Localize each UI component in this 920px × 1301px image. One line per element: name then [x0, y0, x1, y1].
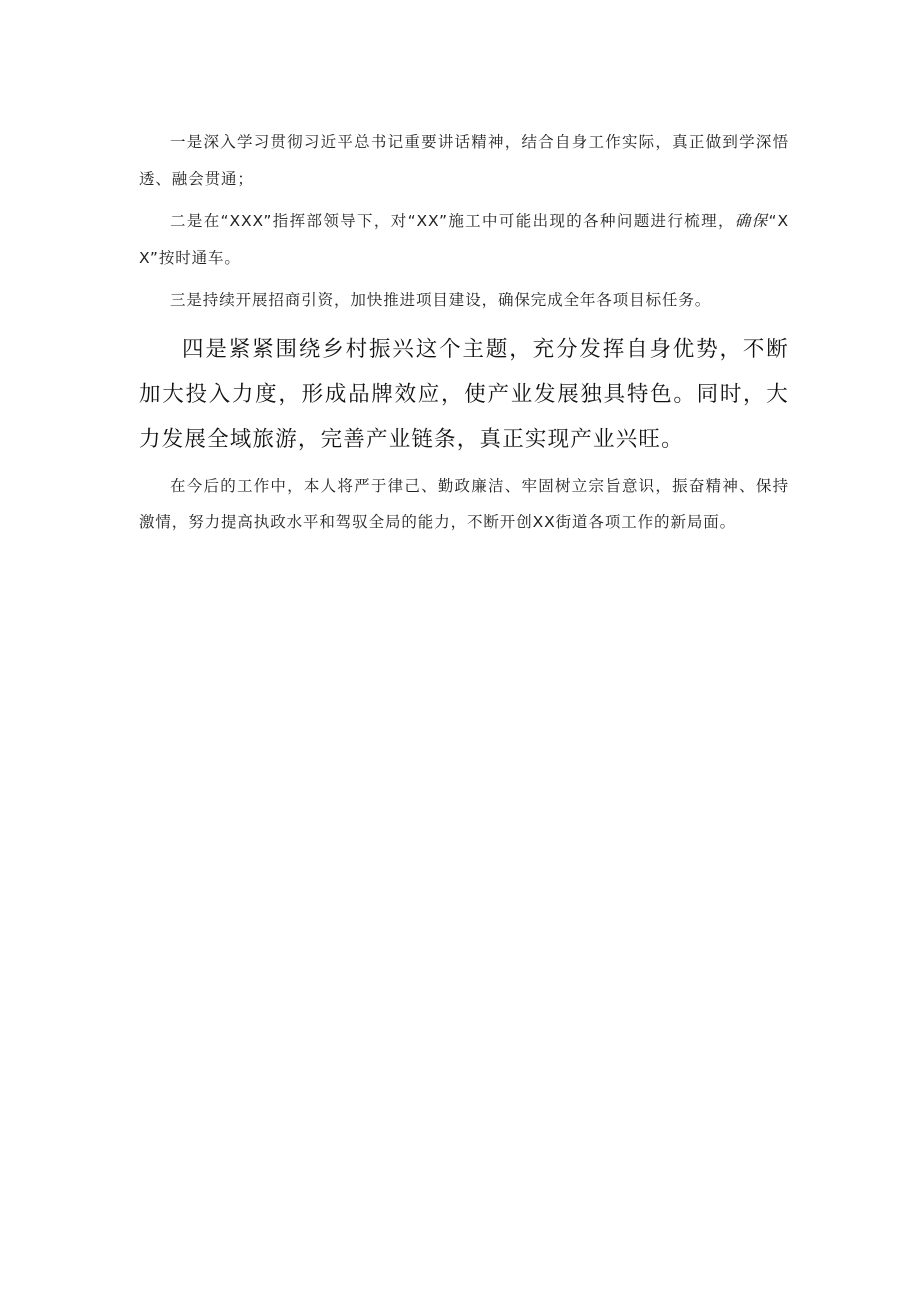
paragraph-study: 一是深入学习贯彻习近平总书记重要讲话精神，结合自身工作实际，真正做到学深悟透、融会贯通； [139, 133, 789, 188]
paragraph-construction-text: 二是在“XXX”指挥部领导下，对“XX”施工中可能出现的各种问题进行梳理， [170, 212, 735, 230]
paragraph-rural-revitalization: 四是紧紧围绕乡村振兴这个主题，充分发挥自身优势，不断加大投入力度，形成品牌效应，使产业发展独具特色。同时，大力发展全域旅游，完善产业链条，真正实现产业兴旺。 [139, 336, 789, 452]
paragraph-future-work: 在今后的工作中，本人将严于律己、勤政廉洁、牢固树立宗旨意识，振奋精神、保持激情，努力提高执政水平和驾驭全局的能力，不断开创XX街道各项工作的新局面。 [139, 476, 789, 531]
paragraph-construction [139, 203, 789, 276]
paragraph-construction-italic: 确保 [734, 212, 769, 230]
paragraph-investment: 三是持续开展招商引资，加快推进项目建设，确保完成全年各项目标任务。 [170, 291, 712, 309]
paragraph-construction-tail: “XX”按时通车。 [139, 212, 789, 267]
document-body [139, 124, 789, 541]
